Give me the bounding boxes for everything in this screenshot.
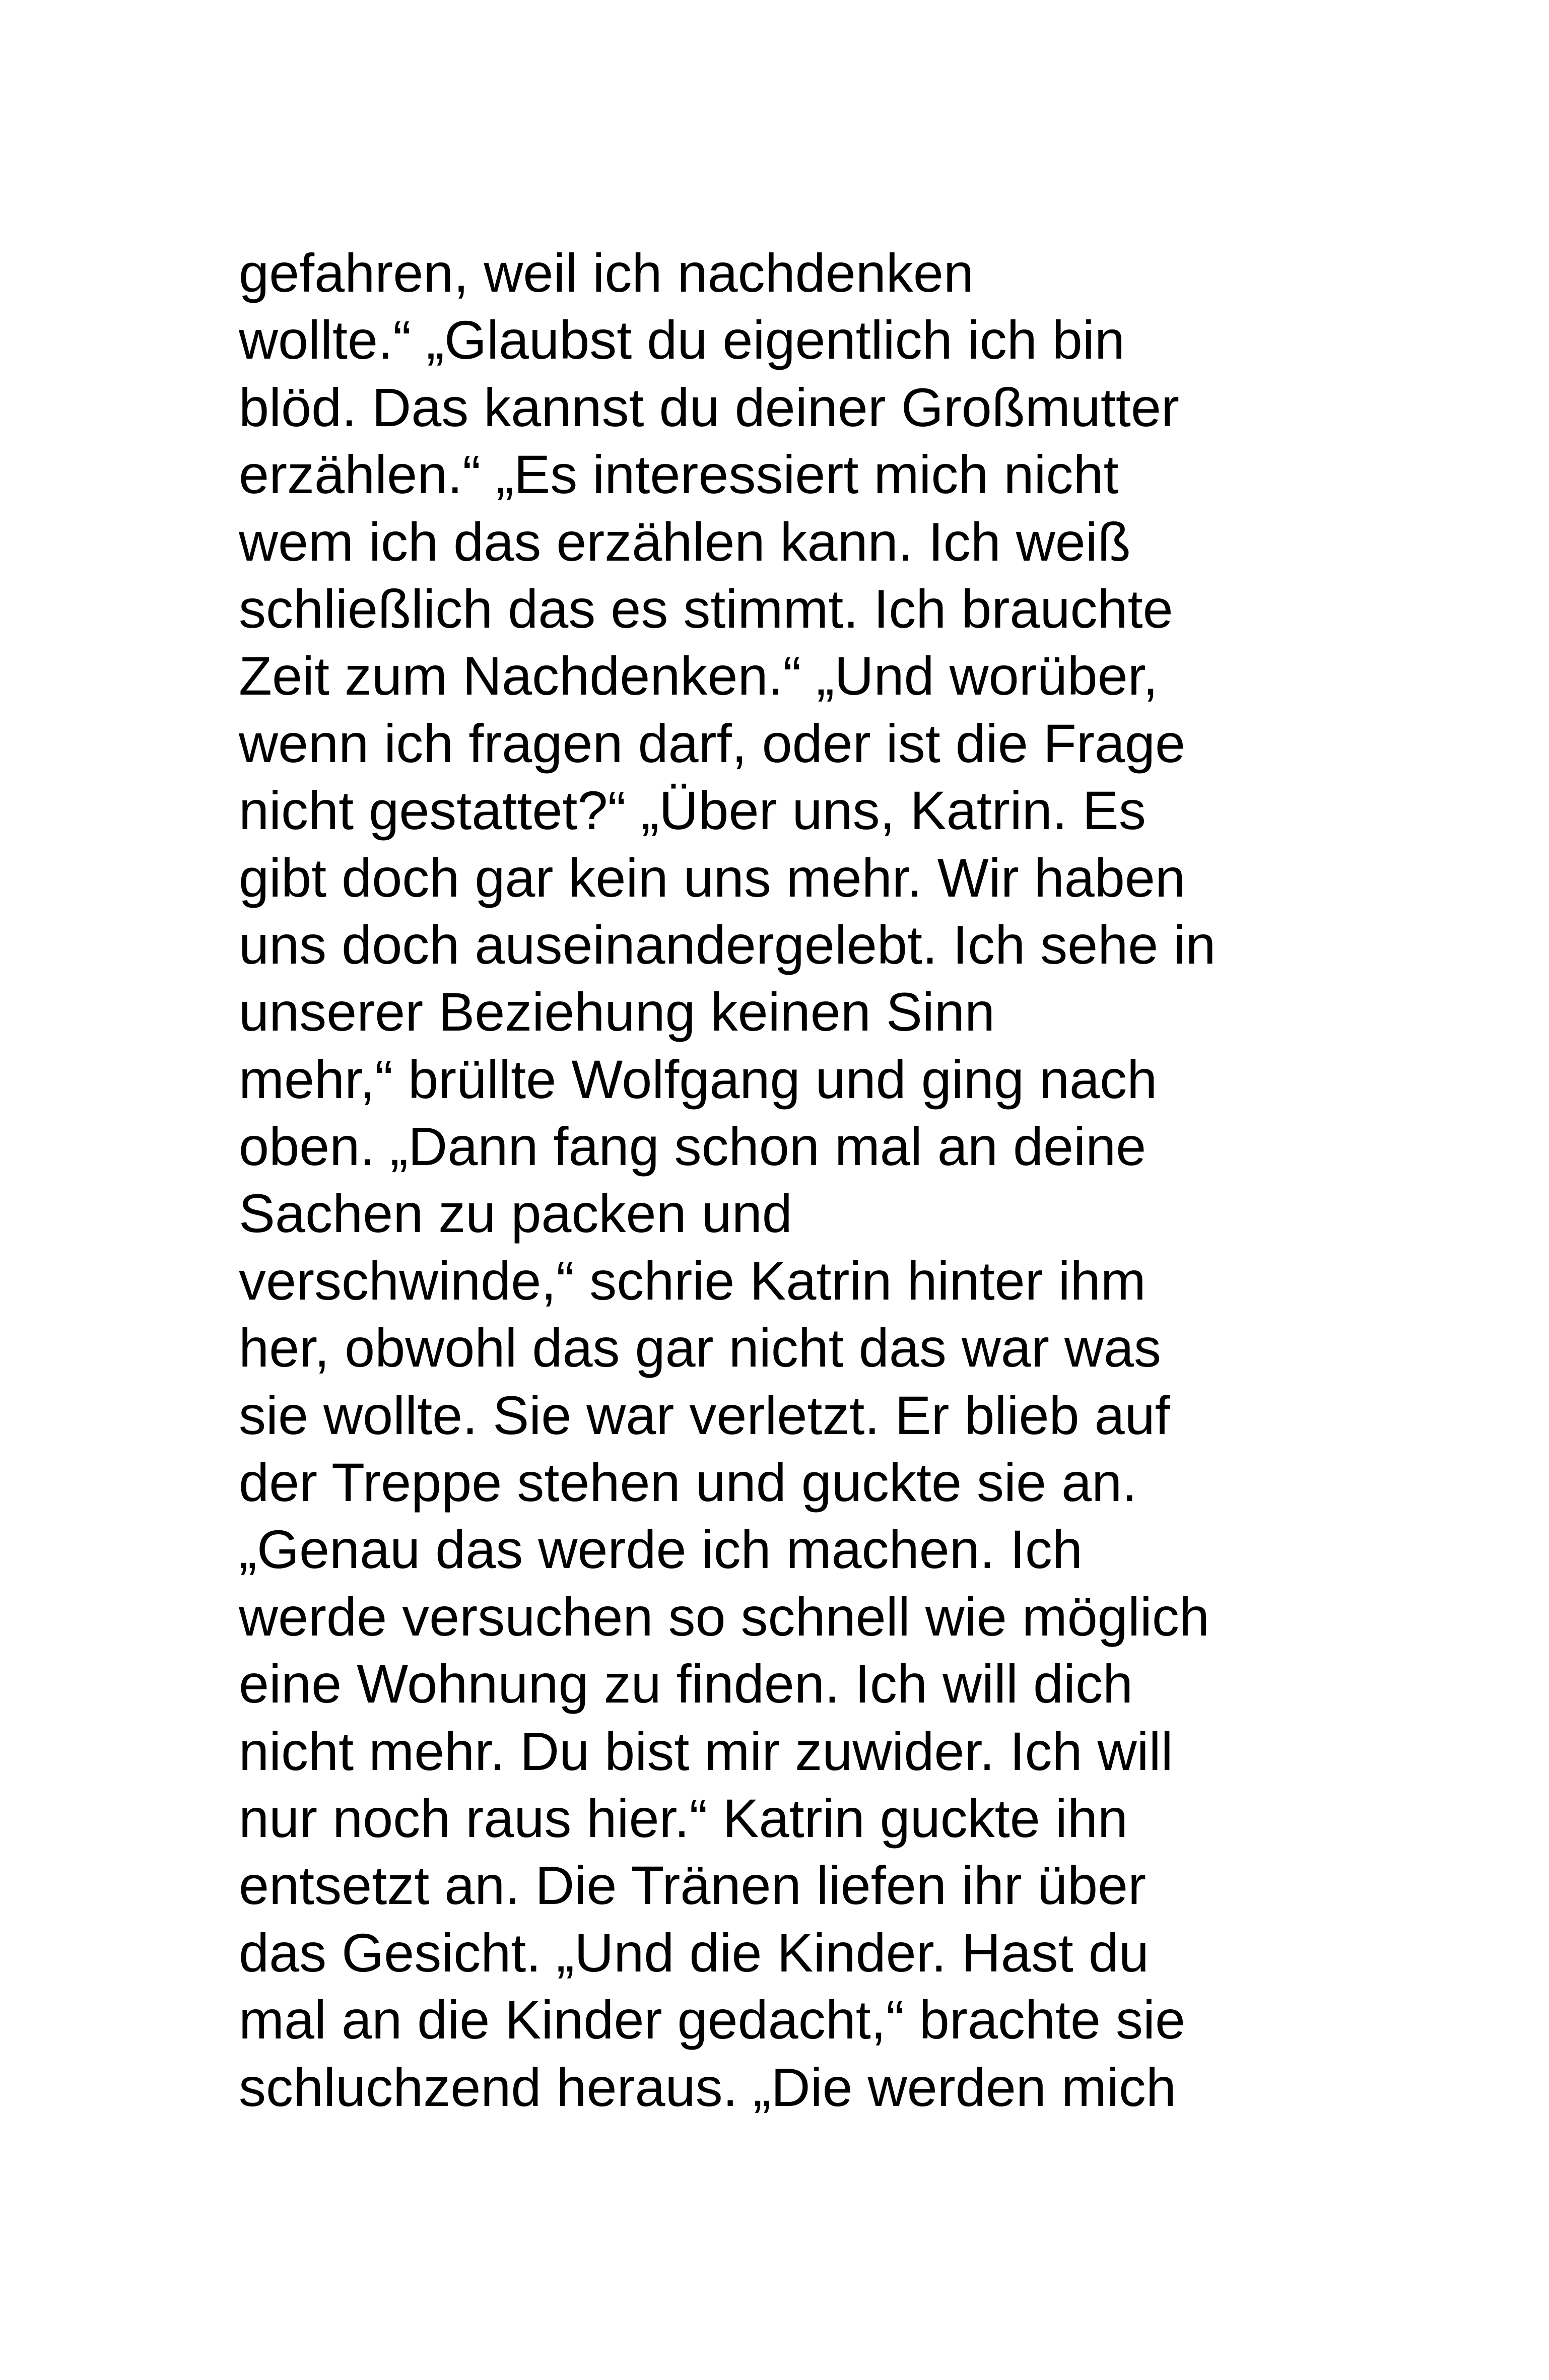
text-line: entsetzt an. Die Tränen liefen ihr über <box>239 1855 1147 1916</box>
text-line: wem ich das erzählen kann. Ich weiß <box>239 511 1131 572</box>
text-line: uns doch auseinandergelebt. Ich sehe in <box>239 914 1216 975</box>
text-line: erzählen.“ „Es interessiert mich nicht <box>239 444 1119 505</box>
text-line: oben. „Dann fang schon mal an deine <box>239 1116 1147 1177</box>
text-line: mehr,“ brüllte Wolfgang und ging nach <box>239 1048 1158 1110</box>
text-line: nicht mehr. Du bist mir zuwider. Ich will <box>239 1720 1173 1782</box>
text-line: verschwinde,“ schrie Katrin hinter ihm <box>239 1250 1146 1311</box>
text-line: sie wollte. Sie war verletzt. Er blieb auf <box>239 1384 1170 1446</box>
text-line: her, obwohl das gar nicht das war was <box>239 1317 1161 1379</box>
text-line: wollte.“ „Glaubst du eigentlich ich bin <box>239 309 1125 371</box>
text-line: unserer Beziehung keinen Sinn <box>239 981 995 1043</box>
text-line: mal an die Kinder gedacht,“ brachte sie <box>239 1989 1186 2051</box>
text-line: „Genau das werde ich machen. Ich <box>239 1519 1083 1580</box>
text-line: gibt doch gar kein uns mehr. Wir haben <box>239 847 1186 908</box>
text-line: wenn ich fragen darf, oder ist die Frage <box>239 712 1186 774</box>
body-text <box>239 239 1448 2121</box>
text-line: Zeit zum Nachdenken.“ „Und worüber, <box>239 645 1158 707</box>
text-line: eine Wohnung zu finden. Ich will dich <box>239 1653 1133 1715</box>
text-line: blöd. Das kannst du deiner Großmutter <box>239 376 1179 438</box>
text-line: schluchzend heraus. „Die werden mich <box>239 2056 1176 2118</box>
text-line: nicht gestattet?“ „Über uns, Katrin. Es <box>239 780 1146 841</box>
text-line: nur noch raus hier.“ Katrin guckte ihn <box>239 1787 1128 1849</box>
text-line: schließlich das es stimmt. Ich brauchte <box>239 578 1173 639</box>
text-line: Sachen zu packen und <box>239 1183 792 1244</box>
text-line: das Gesicht. „Und die Kinder. Hast du <box>239 1922 1149 1983</box>
text-line: werde versuchen so schnell wie möglich <box>239 1586 1209 1647</box>
text-line: gefahren, weil ich nachdenken <box>239 242 974 303</box>
text-line: der Treppe stehen und guckte sie an. <box>239 1452 1137 1513</box>
